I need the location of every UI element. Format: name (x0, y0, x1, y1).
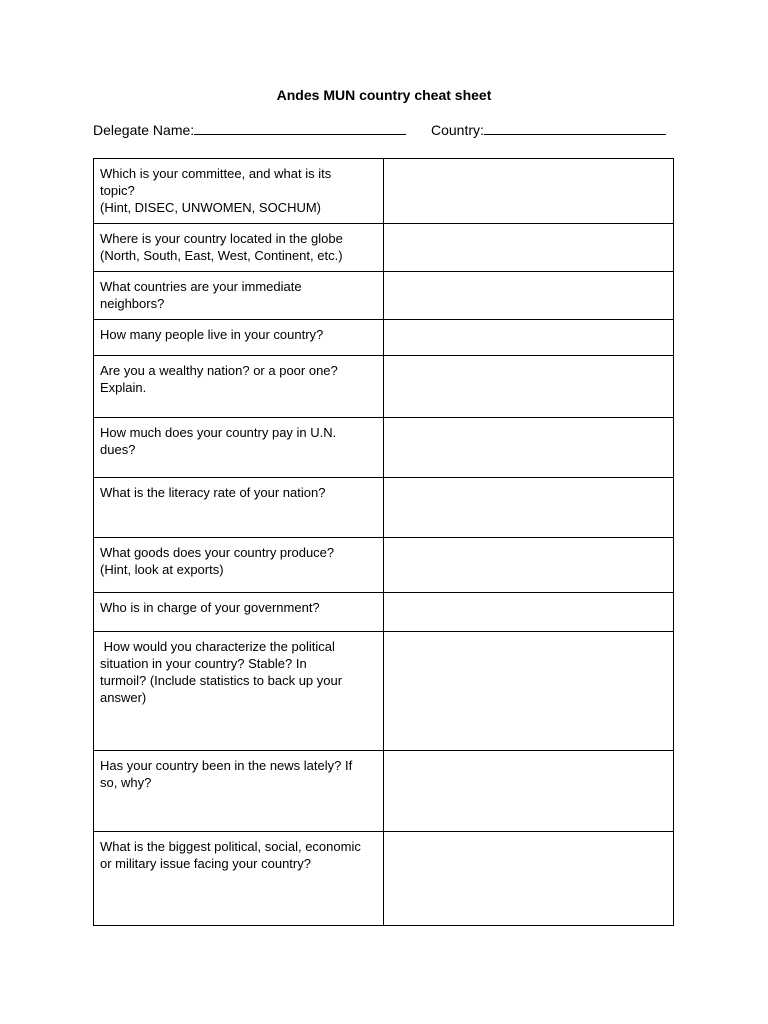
question-row (94, 538, 674, 593)
question-text-line: What is the biggest political, social, economic (100, 839, 361, 854)
question-text-line: or military issue facing your country? (100, 856, 311, 871)
question-row (94, 356, 674, 418)
answer-cell[interactable] (384, 478, 674, 538)
question-text-line: How would you characterize the political (100, 639, 335, 654)
question-row (94, 632, 674, 751)
country-field[interactable] (431, 121, 666, 139)
question-row (94, 832, 674, 926)
answer-cell[interactable] (384, 751, 674, 832)
question-text-line: neighbors? (100, 296, 165, 311)
country-blank[interactable] (484, 121, 666, 135)
answer-cell[interactable] (384, 320, 674, 356)
question-text-line: What countries are your immediate (100, 279, 302, 294)
question-text-line: topic? (100, 183, 135, 198)
question-row (94, 224, 674, 272)
country-label: Country: (431, 122, 484, 138)
question-text-line: How much does your country pay in U.N. (100, 425, 337, 440)
question-text-line: Which is your committee, and what is its (100, 166, 332, 181)
question-text-line: turmoil? (Include statistics to back up your (100, 673, 343, 688)
question-row (94, 418, 674, 478)
question-text-line: answer) (100, 690, 147, 705)
question-cell (94, 272, 384, 320)
question-text-line: (North, South, East, West, Continent, etc.) (100, 248, 343, 263)
question-text-line: How many people live in your country? (100, 327, 324, 342)
answer-cell[interactable] (384, 538, 674, 593)
question-cell (94, 224, 384, 272)
question-cell (94, 538, 384, 593)
question-text-line: What goods does your country produce? (100, 545, 335, 560)
question-cell (94, 356, 384, 418)
question-row (94, 751, 674, 832)
answer-cell[interactable] (384, 159, 674, 224)
question-text-line: Explain. (100, 380, 147, 395)
question-text-line: Where is your country located in the globe (100, 231, 343, 246)
delegate-name-field[interactable] (93, 121, 406, 139)
question-text-line: Who is in charge of your government? (100, 600, 320, 615)
question-text-line: situation in your country? Stable? In (100, 656, 307, 671)
answer-cell[interactable] (384, 356, 674, 418)
delegate-name-label: Delegate Name: (93, 122, 195, 138)
question-cell (94, 593, 384, 632)
answer-cell[interactable] (384, 224, 674, 272)
answer-cell[interactable] (384, 832, 674, 926)
question-text-line: What is the literacy rate of your nation? (100, 485, 326, 500)
question-row (94, 272, 674, 320)
page-title: Andes MUN country cheat sheet (276, 87, 492, 103)
delegate-name-blank[interactable] (194, 121, 406, 135)
question-text-line: (Hint, look at exports) (100, 562, 224, 577)
answer-cell[interactable] (384, 272, 674, 320)
question-row (94, 159, 674, 224)
question-cell (94, 159, 384, 224)
answer-cell[interactable] (384, 418, 674, 478)
answer-cell[interactable] (384, 593, 674, 632)
question-cell (94, 832, 384, 926)
question-cell (94, 418, 384, 478)
question-text-line: Are you a wealthy nation? or a poor one? (100, 363, 338, 378)
question-row (94, 320, 674, 356)
question-row (94, 593, 674, 632)
question-cell (94, 320, 384, 356)
answer-cell[interactable] (384, 632, 674, 751)
question-text-line: Has your country been in the news lately? If (100, 758, 353, 773)
question-cell (94, 751, 384, 832)
question-row (94, 478, 674, 538)
question-text-line: (Hint, DISEC, UNWOMEN, SOCHUM) (100, 200, 321, 215)
question-text-line: dues? (100, 442, 136, 457)
question-text-line: so, why? (100, 775, 152, 790)
question-cell (94, 478, 384, 538)
question-cell (94, 632, 384, 751)
questions-table (93, 158, 674, 926)
